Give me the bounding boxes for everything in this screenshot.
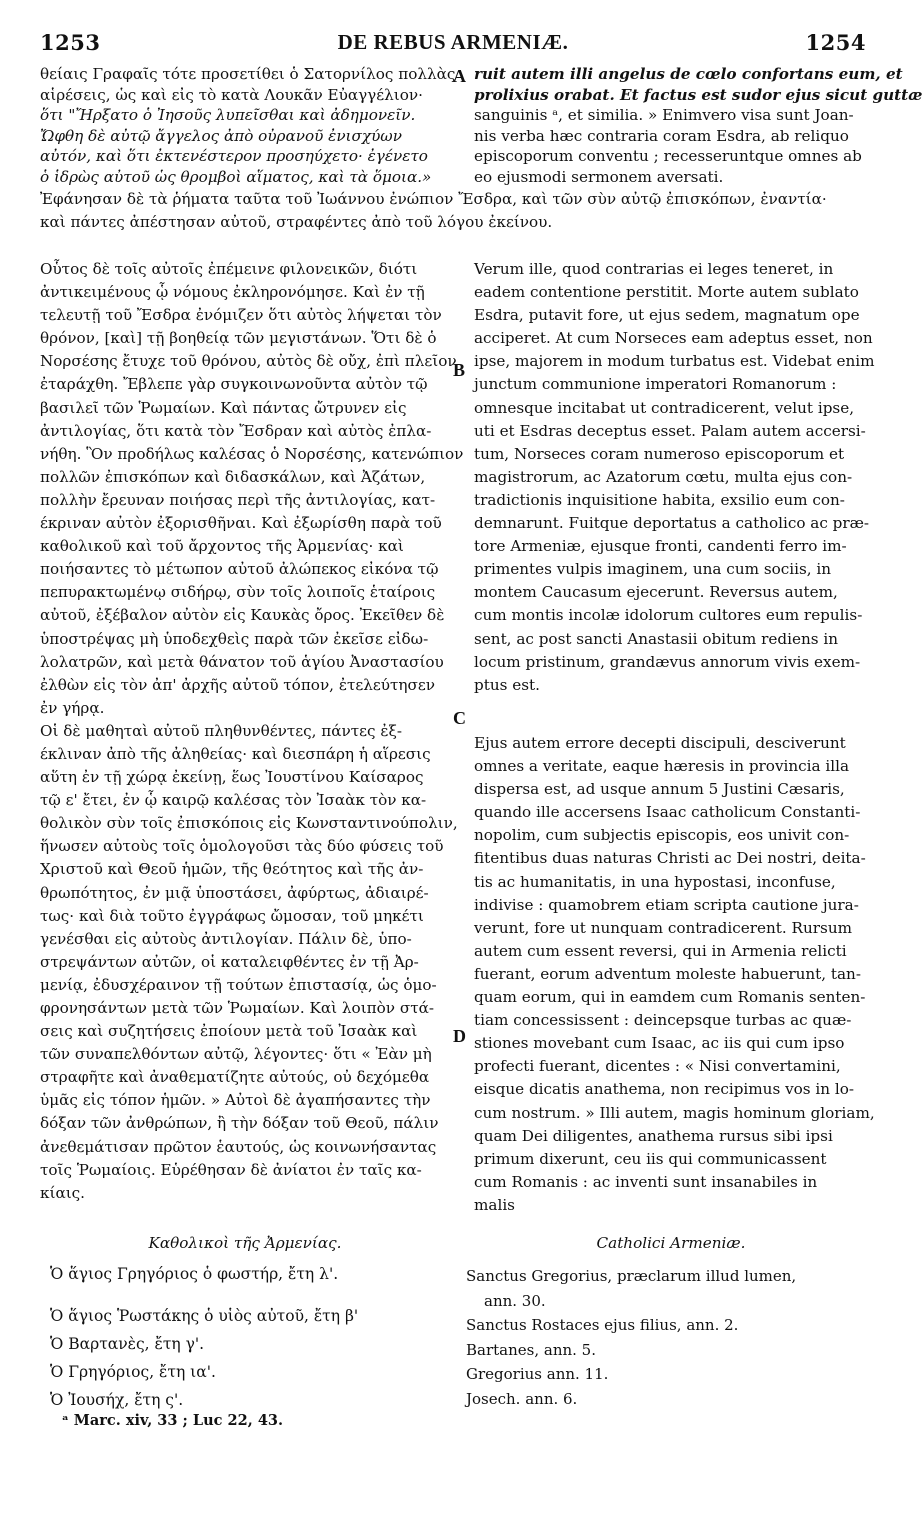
full-greek-line: καὶ πάντες ἀπέστησαν αὐτοῦ, στραφέντες ἀπὸ τοῦ λόγου ἐκείνου.: [40, 213, 553, 231]
greek-line: ὑποστρέψας μὴ ὑποδεχθεὶς παρὰ τῶν ἐκεῖσε εἰδω-: [40, 629, 429, 648]
top-greek-column: [40, 64, 456, 187]
latin-line: eadem contentione perstitit. Morte autem sublato: [474, 283, 859, 302]
greek-line: ἐταράχθη. Ἔβλεπε γὰρ συγκοινωνοῦντα αὐτὸν τῷ: [40, 375, 428, 394]
greek-line: αὕτη ἐν τῇ χώρᾳ ἐκείνῃ, ἕως Ἰουστίνου Καίσαρος: [40, 768, 424, 787]
greek-line: θρωπότητος, ἐν μιᾷ ὑποστάσει, ἀφύρτως, ἀδιαιρέ-: [40, 883, 429, 902]
greek-catalogue-heading: Καθολικοὶ τῆς Ἀρμενίας.: [148, 1234, 342, 1252]
margin-marker-a: A: [453, 66, 466, 86]
greek-catalogue-item: Ὁ Ἰουσήχ, ἔτη ς'.: [50, 1391, 184, 1409]
latin-line: malis: [474, 1195, 515, 1214]
full-greek-line: Ἐφάνησαν δὲ τὰ ῥήματα ταῦτα τοῦ Ἰωάννου ἐνώπιον Ἔσδρα, καὶ τῶν σὺν αὐτῷ ἐπισκόπων, ἐναντία·: [40, 190, 827, 208]
latin-line: fitentibus duas naturas Christi ac Dei nostri, deita-: [474, 849, 866, 868]
latin-catalogue-item: Josech. ann. 6.: [466, 1389, 578, 1408]
latin-line: quando ille accersens Isaac catholicum Constanti-: [474, 803, 861, 822]
latin-line: acciperet. At cum Norseces eam adeptus esset, non: [474, 329, 873, 348]
greek-line: νήθη. Ὃν προδήλως καλέσας ὁ Νορσέσης, κατενώπιον: [40, 444, 464, 463]
greek-main-column: [40, 258, 464, 1205]
greek-line: πολλὴν ἔρευναν ποιήσας περὶ τῆς ἀντιλογίας, κατ-: [40, 490, 436, 509]
greek-line: κίαις.: [40, 1183, 85, 1202]
latin-line: primentes vulpis imaginem, una cum sociis, in: [474, 560, 832, 579]
greek-line: γενέσθαι εἰς αὐτοὺς ἀντιλογίαν. Πάλιν δὲ, ὑπο-: [40, 929, 412, 948]
greek-line: ἀντιλογίας, ὅτι κατὰ τὸν Ἔσδραν καὶ αὐτὸς ἐπλα-: [40, 421, 432, 440]
greek-line: λολατρῶν, καὶ μετὰ θάνατον τοῦ ἁγίου Ἀναστασίου: [40, 652, 444, 671]
top-latin-line: eo ejusmodi sermonem aversati.: [474, 167, 724, 186]
latin-line: Verum ille, quod contrarias ei leges teneret, in: [474, 260, 834, 278]
full-width-greek: [40, 188, 870, 234]
greek-line: τοῖς Ῥωμαίοις. Εὑρέθησαν δὲ ἀνίατοι ἐν ταῖς κα-: [40, 1160, 422, 1179]
greek-catalogue-list: [50, 1260, 450, 1414]
latin-line: demnarunt. Fuitque deportatus a catholico ac præ-: [474, 514, 870, 533]
latin-line: omnes a veritate, eaque hæresis in provincia illa: [474, 757, 850, 776]
greek-line: τως· καὶ διὰ τοῦτο ἐγγράφως ὤμοσαν, τοῦ μηκέτι: [40, 906, 424, 925]
left-page-number: 1253: [40, 30, 101, 55]
latin-main-column-2: [474, 732, 875, 1217]
margin-marker-c: C: [453, 708, 466, 728]
greek-line: θολικὸν σὺν τοῖς ἐπισκόποις εἰς Κωνσταντινούπολιν,: [40, 814, 458, 833]
greek-line: Οὗτος δὲ τοῖς αὐτοῖς ἐπέμεινε φιλονεικῶν, διότι: [40, 260, 418, 278]
latin-line: cum montis incolæ idolorum cultores eum repulis-: [474, 606, 863, 625]
greek-line: Χριστοῦ καὶ Θεοῦ ἡμῶν, τῆς θεότητος καὶ τῆς ἀν-: [40, 860, 424, 879]
latin-catalogue-item: Sanctus Gregorius, præclarum illud lumen,: [466, 1267, 797, 1285]
latin-line: omnesque incitabat ut contradicerent, velut ipse,: [474, 398, 855, 417]
greek-line: πεπυρακτωμένῳ σιδήρῳ, σὺν τοῖς λοιποῖς ἑταίροις: [40, 583, 436, 602]
latin-line: tore Armeniæ, ejusque fronti, candenti ferro im-: [474, 537, 847, 556]
latin-line: locum pristinum, grandævus annorum vivis exem-: [474, 652, 861, 671]
greek-line: τῶν συναπελθόντων αὐτῷ, λέγοντες· ὅτι « Ἐὰν μὴ: [40, 1045, 432, 1064]
greek-line: ὑμᾶς εἰς τόπον ἡμῶν. » Αὐτοὶ δὲ ἀγαπήσαντες τὴν: [40, 1091, 431, 1110]
latin-catalogue-item: Gregorius ann. 11.: [466, 1365, 609, 1383]
greek-line: Νορσέσης ἔτυχε τοῦ θρόνου, αὐτὸς δὲ οὔχ, ἐπὶ πλεῖον: [40, 352, 457, 371]
top-latin-line: episcoporum conventu ; recesseruntque omnes ab: [474, 147, 862, 165]
latin-line: stiones movebant cum Isaac, ac iis qui cum ipso: [474, 1034, 845, 1053]
latin-line: quam eorum, qui in eamdem cum Romanis senten-: [474, 988, 866, 1007]
greek-catalogue-item: Ὁ Γρηγόριος, ἔτη ια'.: [50, 1363, 216, 1381]
top-greek-line: θείαις Γραφαῖς τότε προσετίθει ὁ Σατορνίλος πολλὰς: [40, 65, 456, 83]
top-greek-line: αὐτόν, καὶ ὅτι ἐκτενέστερον προσηύχετο· ἐγένετο: [40, 147, 428, 165]
greek-line: πολλῶν ἐπισκόπων καὶ διδασκάλων, καὶ Ἀζάτων,: [40, 467, 426, 486]
greek-line: ἐλθὼν εἰς τὸν ἀπ' ἀρχῆς αὐτοῦ τόπον, ἐτελεύτησεν: [40, 675, 435, 694]
latin-line: magistrorum, ac Azatorum cœtu, multa ejus con-: [474, 467, 853, 486]
top-latin-line: sanguinis ᵃ, et similia. » Enimvero visa sunt Joan-: [474, 106, 854, 124]
top-greek-line: αἱρέσεις, ὡς καὶ εἰς τὸ κατὰ Λουκᾶν Εὐαγγέλιον·: [40, 85, 423, 104]
right-page-number: 1254: [805, 30, 866, 55]
greek-line: βασιλεῖ τῶν Ῥωμαίων. Καὶ πάντας ὤτρυνεν εἰς: [40, 398, 407, 417]
greek-line: ἀνεθεμάτισαν πρῶτον ἑαυτούς, ὡς κοινωνήσαντας: [40, 1137, 437, 1156]
greek-catalogue-item: Ὁ ἅγιος Γρηγόριος ὁ φωστήρ, ἔτη λ'.: [50, 1265, 339, 1283]
latin-line: tradictionis inquisitione habita, exsilio eum con-: [474, 490, 845, 509]
top-greek-line: ὁ ἱδρὼς αὐτοῦ ὡς θρομβοὶ αἵματος, καὶ τὰ ὅμοια.»: [40, 167, 432, 186]
latin-catalogue-item: ann. 30.: [484, 1291, 546, 1310]
latin-line: junctum communione imperatori Romanorum :: [474, 375, 837, 394]
latin-line: Ejus autem errore decepti discipuli, desciverunt: [474, 734, 846, 752]
greek-line: θρόνον, [καὶ] τῇ βοηθείᾳ τῶν μεγιστάνων. Ὅτι δὲ ὁ: [40, 329, 437, 348]
latin-catalogue-item: Bartanes, ann. 5.: [466, 1340, 596, 1359]
greek-line: φρονησάντων μετὰ τῶν Ῥωμαίων. Καὶ λοιπὸν στά-: [40, 999, 434, 1017]
greek-line: τελευτῇ τοῦ Ἔσδρα ἐνόμιζεν ὅτι αὐτὸς λήψεται τὸν: [40, 306, 442, 325]
latin-line: tiam concessissent : deincepsque turbas ac quæ-: [474, 1011, 852, 1030]
greek-line: ἀντικειμένους ᾧ νόμους ἐκληρονόμησε. Καὶ ἐν τῇ: [40, 283, 425, 302]
greek-line: Οἱ δὲ μαθηταὶ αὐτοῦ πληθυνθέντες, πάντες ἐξ-: [40, 721, 402, 740]
top-greek-line: ὅτι "Ἤρξατο ὁ Ἰησοῦς λυπεῖσθαι καὶ ἀδημονεῖν.: [40, 106, 416, 124]
top-latin-line: prolixius orabat. Et factus est sudor ejus sicut guttæ: [474, 85, 922, 104]
greek-line: έκλιναν ἀπὸ τῆς ἀληθείας· καὶ διεσπάρη ἡ αἵρεσις: [40, 744, 431, 763]
top-greek-line: Ὤφθη δὲ αὐτῷ ἄγγελος ἀπὸ οὐρανοῦ ἐνισχύων: [40, 126, 402, 145]
greek-catalogue-item: Ὁ Βαρτανὲς, ἔτη γ'.: [50, 1335, 205, 1353]
latin-line: dispersa est, ad usque annum 5 Justini Cæsaris,: [474, 780, 845, 799]
latin-catalogue-heading: Catholici Armeniæ.: [596, 1234, 746, 1252]
latin-line: quam Dei diligentes, anathema rursus sibi ipsi: [474, 1126, 833, 1145]
greek-line: αὐτοῦ, ἐξέβαλον αὐτὸν εἰς Καυκὰς ὄρος. Ἐκεῖθεν δὲ: [40, 606, 445, 625]
top-latin-column: [474, 64, 922, 187]
latin-line: indivise : quamobrem etiam scripta cautione jura-: [474, 895, 859, 914]
latin-line: ipse, majorem in modum turbatus est. Videbat enim: [474, 352, 875, 371]
latin-line: fuerant, eorum adventum moleste habuerunt, tan-: [474, 964, 861, 983]
latin-line: montem Caucasum ejecerunt. Reversus autem,: [474, 583, 838, 602]
latin-line: Esdra, putavit fore, ut ejus sedem, magnatum ope: [474, 306, 860, 325]
running-title: DE REBUS ARMENIÆ.: [337, 30, 569, 54]
latin-line: autem cum essent reversi, qui in Armenia relicti: [474, 941, 847, 960]
latin-line: primum dixerunt, ceu iis qui communicassent: [474, 1149, 827, 1168]
greek-line: μενίᾳ, ἐδυσχέραινον τῇ τούτων ἐπιστασίᾳ, ὡς ὁμο-: [40, 975, 437, 994]
latin-main-column-1: [474, 258, 875, 697]
greek-line: δόξαν τῶν ἀνθρώπων, ἢ τὴν δόξαν τοῦ Θεοῦ, πάλιν: [40, 1114, 439, 1133]
greek-line: καθολικοῦ καὶ τοῦ ἄρχοντος τῆς Ἀρμενίας· καὶ: [40, 537, 404, 556]
margin-marker-b: B: [453, 360, 466, 380]
greek-line: στρεψάντων αὐτῶν, οἱ καταλειφθέντες ἐν τῇ Ἀρ-: [40, 952, 419, 971]
latin-line: uti et Esdras deceptus esset. Palam autem accersi-: [474, 421, 866, 440]
latin-line: profecti fuerant, dicentes : « Nisi convertamini,: [474, 1057, 841, 1076]
greek-line: τῷ ε' ἔτει, ἐν ᾧ καιρῷ καλέσας τὸν Ἰσαὰκ τὸν κα-: [40, 791, 427, 810]
latin-line: cum nostrum. » Illi autem, magis hominum gloriam,: [474, 1103, 875, 1122]
top-latin-line: ruit autem illi angelus de cœlo confortans eum, et: [474, 65, 903, 83]
latin-catalogue-list: [466, 1264, 870, 1411]
latin-line: ptus est.: [474, 675, 540, 694]
footnote: ᵃ Marc. xiv, 33 ; Luc 22, 43.: [62, 1412, 284, 1429]
greek-catalogue-item: Ὁ ἅγιος Ῥωστάκης ὁ υἱὸς αὐτοῦ, ἔτη β': [50, 1307, 359, 1325]
greek-line: ἥνωσεν αὐτοὺς τοῖς ὁμολογοῦσι τὰς δύο φύσεις τοῦ: [40, 837, 444, 856]
latin-line: tis ac humanitatis, in una hypostasi, inconfuse,: [474, 872, 836, 891]
latin-line: cum Romanis : ac inventi sunt insanabiles in: [474, 1172, 818, 1191]
greek-line: ἐν γήρᾳ.: [40, 698, 105, 717]
greek-line: ποιήσαντες τὸ μέτωπον αὐτοῦ ἀλώπεκος εἰκόνα τῷ: [40, 560, 439, 579]
margin-marker-d: D: [453, 1026, 466, 1046]
latin-catalogue-item: Sanctus Rostaces ejus filius, ann. 2.: [466, 1316, 739, 1334]
greek-line: έκριναν αὐτὸν ἐξορισθῆναι. Καὶ ἐξωρίσθη παρὰ τοῦ: [40, 514, 442, 533]
latin-line: tum, Norseces coram numeroso episcoporum et: [474, 444, 845, 463]
latin-line: sent, ac post sancti Anastasii obitum rediens in: [474, 629, 839, 648]
top-latin-line: nis verba hæc contraria coram Esdra, ab reliquo: [474, 126, 849, 145]
latin-line: nopolim, cum subjectis episcopis, eos univit con-: [474, 826, 850, 845]
latin-line: verunt, fore ut nunquam contradicerent. Rursum: [474, 918, 852, 937]
latin-line: eisque dicatis anathema, non recipimus vos in lo-: [474, 1080, 855, 1099]
greek-line: στραφῆτε καὶ ἀναθεματίζητε αὐτούς, οὐ δεχόμεθα: [40, 1068, 430, 1087]
greek-line: σεις καὶ συζητήσεις ἐποίουν μετὰ τοῦ Ἰσαὰκ καὶ: [40, 1022, 418, 1041]
